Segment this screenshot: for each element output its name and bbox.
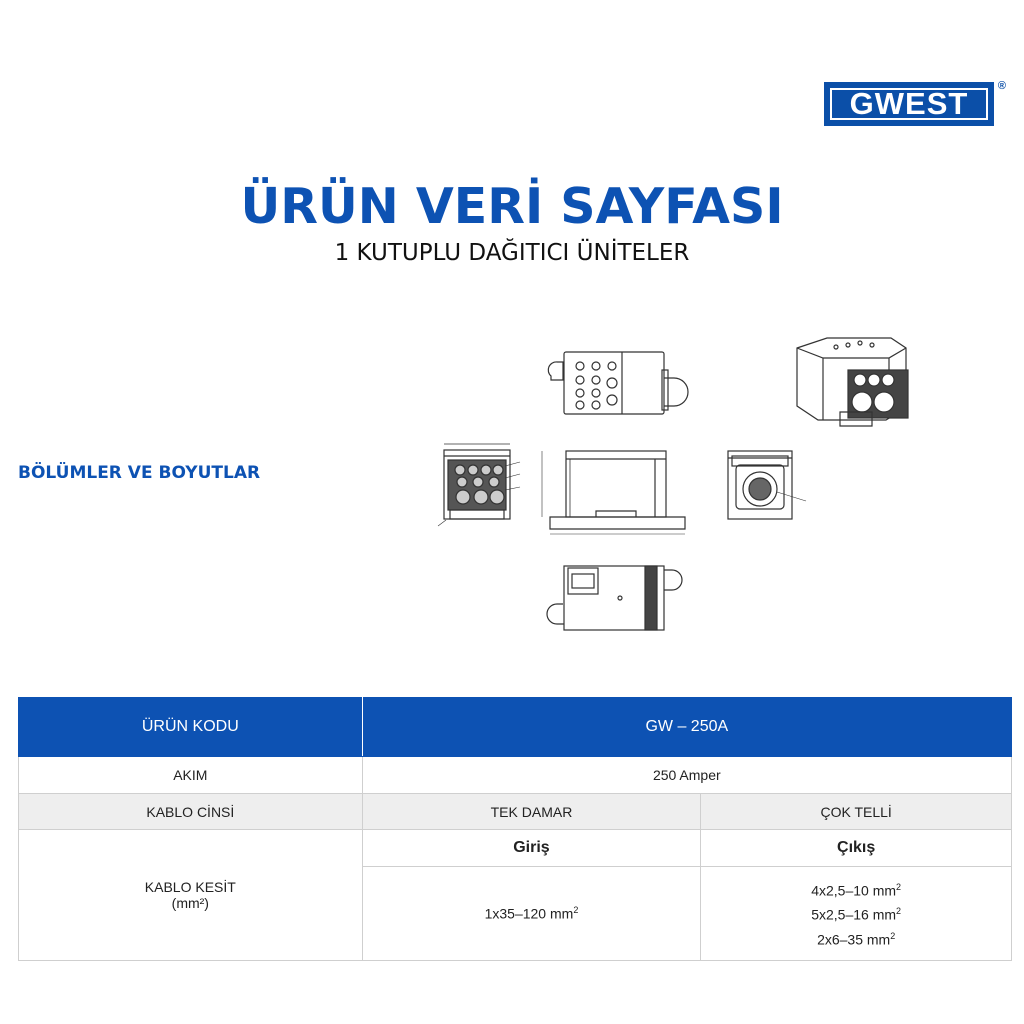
kablo-cinsi-col2: ÇOK TELLİ: [701, 794, 1012, 830]
registered-mark: ®: [997, 80, 1006, 92]
table-row-akim: [19, 757, 1012, 794]
kablo-kesit-label-cell: [19, 830, 363, 961]
cikis-sup-2: 2: [896, 906, 902, 917]
akim-value: 250 Amper: [362, 757, 1011, 794]
akim-label: AKIM: [19, 757, 363, 794]
page-title: ÜRÜN VERİ SAYFASI: [240, 178, 784, 235]
kablo-kesit-label: KABLO KESİT: [144, 879, 236, 895]
drawing-top-view: [548, 352, 688, 414]
table-header-row: [19, 698, 1012, 757]
kablo-kesit-unit: (mm²): [171, 895, 209, 911]
table-row-kablo-cinsi: [19, 794, 1012, 830]
kablo-cinsi-label: KABLO CİNSİ: [19, 794, 363, 830]
cikis-head: Çıkış: [701, 830, 1012, 867]
drawing-end-view: [728, 451, 806, 519]
cikis-value-3: 2x6–35 mm: [817, 931, 891, 948]
spec-table: [18, 697, 1012, 961]
giris-value-cell: [362, 867, 701, 961]
drawing-bottom-view: [547, 566, 682, 630]
giris-head: Giriş: [362, 830, 701, 867]
cikis-values-cell: [701, 867, 1012, 961]
drawing-front-view: [438, 444, 520, 526]
cikis-sup-1: 2: [896, 881, 902, 892]
page-subtitle: 1 KUTUPLU DAĞITICI ÜNİTELER: [334, 240, 690, 266]
drawing-side-view: [542, 451, 685, 534]
logo-text: GWEST: [830, 88, 988, 120]
giris-value: 1x35–120 mm: [484, 905, 574, 922]
drawing-isometric: [797, 338, 908, 426]
cikis-sup-3: 2: [890, 930, 896, 941]
kablo-cinsi-col1: TEK DAMAR: [362, 794, 701, 830]
product-code-value: GW – 250A: [362, 698, 1011, 757]
section-label: BÖLÜMLER VE BOYUTLAR: [18, 463, 261, 483]
table-row-kesit-heads: [19, 830, 1012, 867]
cikis-value-1: 4x2,5–10 mm: [811, 882, 897, 899]
cikis-value-2: 5x2,5–16 mm: [811, 906, 897, 923]
giris-sup: 2: [573, 905, 579, 916]
product-code-label: ÜRÜN KODU: [19, 698, 363, 757]
